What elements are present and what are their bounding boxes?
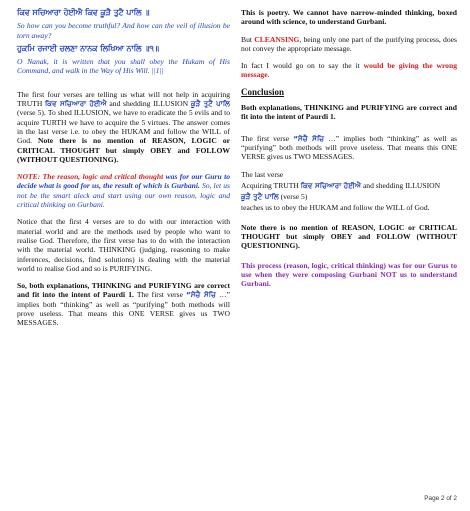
paragraph-poetry: This is poetry. We cannot have narrow-minded thinking, boxed around with science, to understand Gurbani.: [241, 8, 457, 27]
conclusion-point-4: Note there is no mention of REASON, LOGIC or CRITICAL THOUGHT but simply OBEY and FOLLOW (WITHOUT QUESTIONING).: [241, 222, 457, 251]
note-label: NOTE:: [17, 172, 41, 182]
last-verse-illusion-line: ਕੂੜੈ ਤੁਟੈ ਪਾਲਿ (verse 5): [241, 192, 308, 202]
gurbani-inline: ਕੂੜੈ ਤੁਟੈ ਪਾਲਿ: [241, 192, 279, 202]
paragraph-four-verses: Notice that the first 4 verses are to do with our interaction with material world and are the methods used by people who want to realise God. Therefore, the first verse has to do with the interaction with the material world. THINKING (judging, reasoning to make inferences, decisions, find solutions) is dealing with the material world to realise God and so is PURIFYING.: [17, 217, 230, 273]
last-verse-label: The last verse: [241, 169, 284, 179]
page-number: Page 2 of 2: [424, 495, 457, 502]
gurbani-verse-2: ਹੁਕਮਿ ਰਜਾਈ ਚਲਣਾ ਨਾਨਕ ਲਿਖਿਆ ਨਾਲਿ ॥੧॥: [17, 43, 159, 53]
last-verse-truth-line: Acquiring TRUTH ਕਿਵ ਸਚਿਆਰਾ ਹੋਈਐ and shedding ILLUSION: [241, 180, 441, 190]
paragraph-truth-illusion: The first four verses are telling us what will not help in acquiring TRUTH ਕਿਵ ਸਚਿਆਰਾ ਹੋਈਐ and shedding ILLUSION ਕੂੜੈ ਤੁਟੈ ਪਾਲਿ (verse 5). To shed ILLUSION, we have to eradicate the 5 evils and to acquire TURTH we have to acquire the 5 virtues. The answer comes in the last verse i.e. to obey the HUKAM and follow the WILL of God. Note there is no mention of REASON, LOGIC or CRITICAL THOUGHT but simply OBEY and FOLLOW (WITHOUT QUESTIONING).: [17, 89, 231, 164]
gurbani-inline: ਕਿਵ ਸਚਿਆਰਾ ਹੋਈਐ: [300, 180, 362, 190]
gurbani-inline: ਕਿਵ ਸਚਿਆਰਾ ਹੋਈਐ: [44, 99, 107, 109]
paragraph-both-explanations: So, both explanations, THINKING and PURIFYING are correct and fit into the intent of Paurdi 1. The first verse “ਸੋਚੈ ਸੋਚਿ …” implies both “thinking” as well as “purifying” both methods will prove useless. That means this ONE VERSE gives us TWO MESSAGES.: [17, 281, 230, 328]
note-paragraph: NOTE: The reason, logic and critical thought was for our Guru to decide what is good for us, the result of which is Gurbani. So, let us not be the smart aleck and start using our own reason, logic and critical thinking on Gurbani.: [17, 172, 230, 210]
conclusion-heading: Conclusion: [241, 86, 285, 97]
right-column: [241, 8, 457, 289]
gurbani-inline: “ਸੋਚੈ ਸੋਚਿ: [293, 133, 325, 143]
left-column: [17, 8, 230, 328]
conclusion-point-2: The first verse “ਸੋਚੈ ਸੋਚਿ …” implies both “thinking” as well as “purifying” both methods will prove useless. That means this ONE VERSE gives us TWO MESSAGES.: [241, 133, 458, 162]
conclusion-point-5: This process (reason, logic, critical thinking) was for our Gurus to use when they were composing Gurbani NOT us to understand Gurbani.: [241, 260, 457, 289]
gurbani-inline: “ਸੋਚੈ ਸੋਚਿ: [186, 290, 216, 300]
paragraph-cleansing: But CLEANSING, being only one part of the purifying process, does not convey the appropriate message.: [241, 34, 457, 53]
translation-2: O Nanak, it is written that you shall obey the Hukam of His Command, and walk in the Way of His Will. ||1||: [17, 57, 230, 76]
paragraph-wrong-message: In fact I would go on to say the it would be giving the wrong message.: [241, 61, 457, 80]
gurbani-inline: ਕੂੜੈ ਤੁਟੈ ਪਾਲਿ: [190, 99, 231, 109]
gurbani-verse-1: ਕਿਵ ਸਚਿਆਰਾ ਹੋਈਐ ਕਿਵ ਕੂੜੈ ਤੁਟੈ ਪਾਲਿ ॥: [17, 8, 150, 17]
last-verse-teaching: teaches us to obey the HUKAM and follow the WILL of God.: [241, 203, 430, 213]
conclusion-point-1: Both explanations, THINKING and PURIFYING are correct and fit into the intent of Paurdi 1.: [241, 103, 457, 122]
translation-1: So how can you become truthful? And how can the veil of illusion be torn away?: [17, 21, 230, 40]
